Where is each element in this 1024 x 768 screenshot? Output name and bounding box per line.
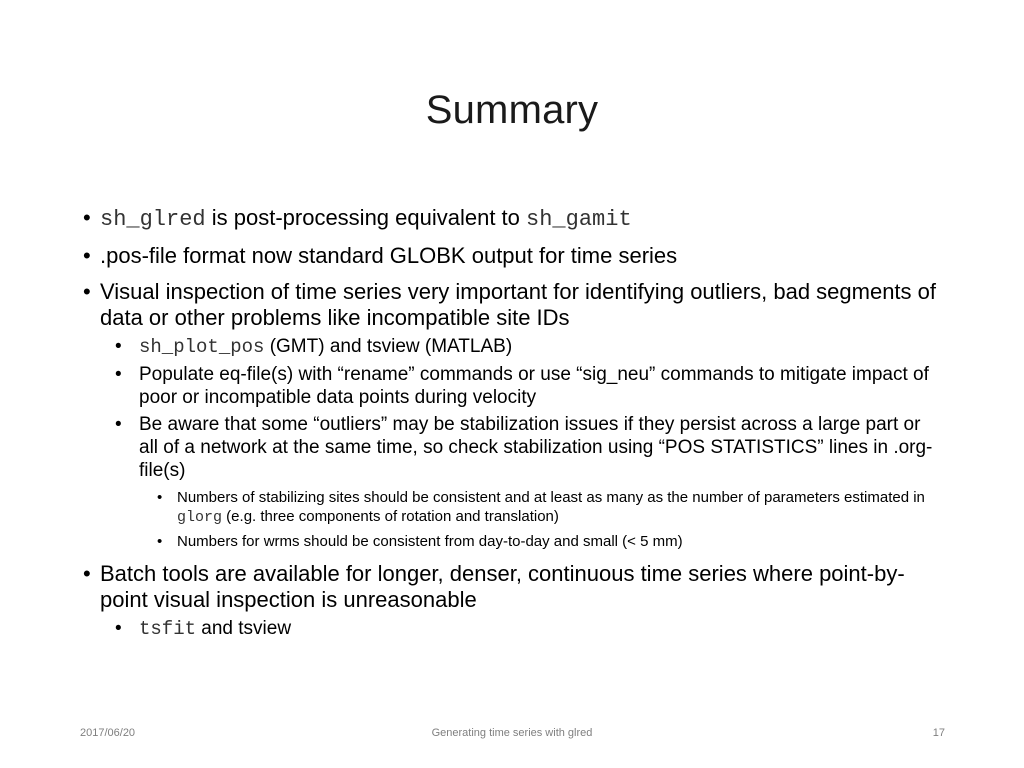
bullet-text: Batch tools are available for longer, denser, continuous time series where point-by-point visual inspection is unreasonable — [100, 561, 905, 612]
sub-sub-bullet-item — [83, 488, 943, 527]
bullet-icon: • — [83, 561, 91, 586]
bullet-item — [83, 561, 943, 613]
bullet-text: Be aware that some “outliers” may be stabilization issues if they persist across a large part or all of a network at the same time, so check stabilization using “POS STATISTICS” lines in .org-file(s) — [139, 414, 933, 481]
page-number: 17 — [932, 727, 945, 739]
bullet-text: Visual inspection of time series very important for identifying outliers, bad segments of data or other problems like incompatible site IDs — [100, 279, 936, 330]
sub-bullet-item — [83, 335, 943, 359]
bullet-text: .pos-file format now standard GLOBK output for time series — [100, 243, 678, 268]
sub-sub-bullet-item — [83, 532, 943, 551]
sub-bullet-item — [83, 413, 943, 482]
bullet-icon: • — [115, 618, 122, 639]
footer-date: 2017/06/20 — [80, 727, 136, 739]
bullet-icon: • — [157, 489, 163, 506]
command-name: glorg — [177, 509, 223, 526]
bullet-icon: • — [115, 336, 122, 357]
bullet-item — [83, 205, 943, 233]
bullet-text: Numbers of stabilizing sites should be consistent and at least as many as the number of parameters estimated in — [177, 489, 925, 506]
sub-bullet-item — [83, 617, 943, 641]
command-name: sh_gamit — [526, 207, 632, 232]
sub-bullet-item — [83, 363, 943, 409]
bullet-icon: • — [83, 243, 91, 268]
bullet-text: (e.g. three components of rotation and translation) — [222, 508, 559, 525]
command-name: sh_plot_pos — [139, 336, 265, 358]
bullet-icon: • — [83, 205, 91, 230]
bullet-icon: • — [115, 414, 122, 435]
bullet-item — [83, 243, 943, 269]
command-name: sh_glred — [100, 207, 206, 232]
bullet-text: is post-processing equivalent to — [205, 205, 527, 230]
bullet-icon: • — [83, 279, 91, 304]
command-name: tsfit — [139, 618, 197, 640]
bullet-text: (GMT) and tsview (MATLAB) — [264, 336, 513, 357]
bullet-item — [83, 279, 943, 331]
footer-title: Generating time series with glred — [431, 727, 593, 739]
bullet-icon: • — [115, 364, 122, 385]
bullet-text: Numbers for wrms should be consistent from day-to-day and small (< 5 mm) — [177, 533, 683, 550]
bullet-text: and tsview — [196, 618, 292, 639]
bullet-text: Populate eq-file(s) with “rename” commands or use “sig_neu” commands to mitigate impact of poor or incompatible data points during velocity — [139, 364, 929, 408]
bullet-icon: • — [157, 533, 163, 550]
slide-title: Summary — [425, 88, 599, 132]
bullet-list — [83, 205, 943, 647]
